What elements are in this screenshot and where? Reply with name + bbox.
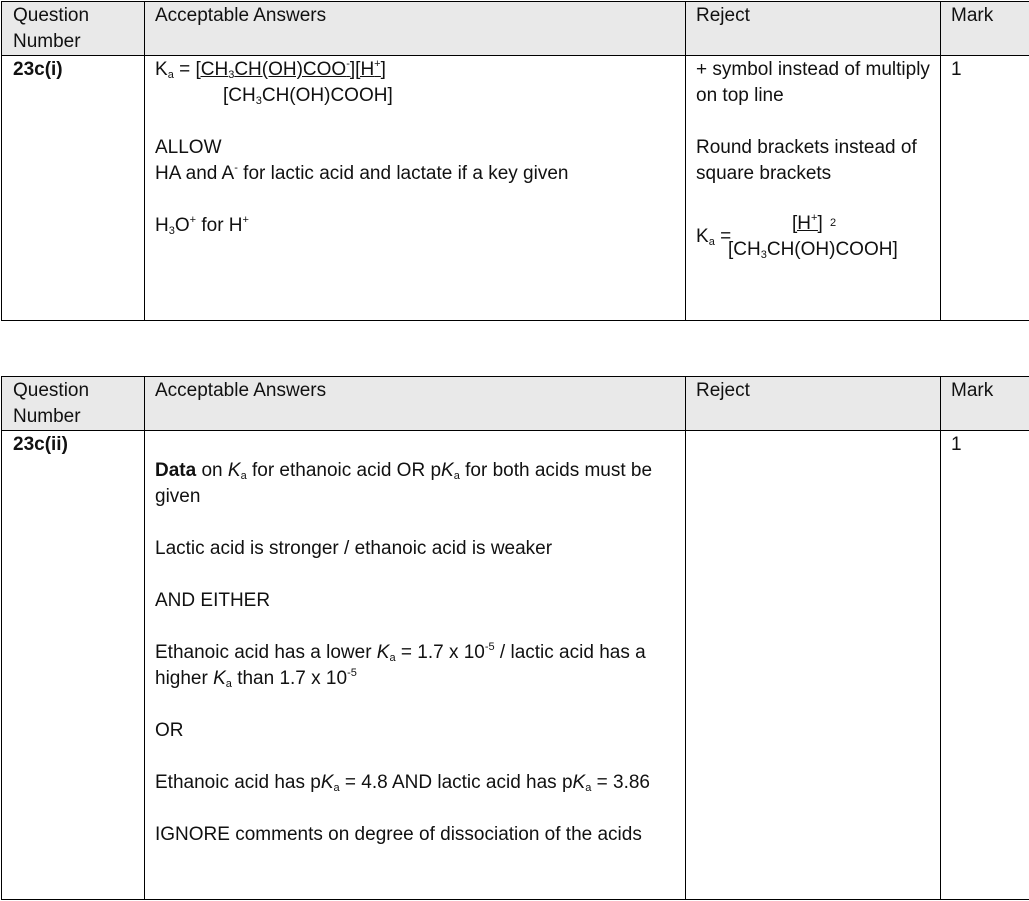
acceptable-answers-cell <box>145 56 686 321</box>
ka-expression-numerator: $K_a = [CH_3CH(OH)COO^-][H^+]$ <box>155 58 386 81</box>
question-number: 23c(ii) <box>2 431 145 900</box>
reject-round-brackets: Round brackets instead of square brackets <box>696 137 917 184</box>
answer-row-23ci <box>2 56 1029 321</box>
and-either-text: AND EITHER <box>155 590 271 611</box>
allow-h3o-text: $H_3O^+$ for H+ <box>155 214 249 237</box>
mark-cell: 1 <box>941 56 1029 321</box>
header-question-number: Question Number <box>2 377 145 431</box>
header-question-number: Question Number <box>2 2 145 56</box>
mark-cell: 1 <box>941 431 1029 900</box>
allow-label: ALLOW <box>155 137 222 158</box>
stronger-acid-text: Lactic acid is stronger / ethanoic acid is weaker <box>155 538 553 559</box>
pka-comparison-text: Ethanoic acid has $pK_a = 4.8$ AND lactic acid has $pK_a = 3.86$ <box>155 772 650 794</box>
data-requirement-text: Data on $K_a$ for ethanoic acid OR $pK_a$ for both acids must be given <box>155 460 653 507</box>
header-row <box>2 377 1029 431</box>
mark-scheme-table-23ci <box>1 1 1029 321</box>
header-reject: Reject <box>686 2 941 56</box>
mark-scheme-table-23cii <box>1 376 1029 900</box>
answer-row-23cii <box>2 431 1029 900</box>
reject-cell <box>686 56 941 321</box>
or-text: OR <box>155 720 184 741</box>
ka-expression-denominator: $[CH_3CH(OH)COOH]$ <box>223 85 393 107</box>
header-acceptable-answers: Acceptable Answers <box>145 2 686 56</box>
reject-cell <box>686 431 941 900</box>
header-row <box>2 2 1029 56</box>
ka-comparison-text: Ethanoic acid has a lower $K_a = 1.7$ x $10^{-5}$ / lactic acid has a higher $K_a$ than 1.7 x $10^{-5}$ <box>155 641 646 690</box>
header-reject: Reject <box>686 377 941 431</box>
ignore-text: IGNORE comments on degree of dissociation of the acids <box>155 824 642 845</box>
reject-ka-expression: $K_a$ = [H+] 2 $[CH_3CH(OH)COOH]$ <box>696 212 898 261</box>
allow-ha-text: HA and A- for lactic acid and lactate if a key given <box>155 162 569 184</box>
header-mark: Mark <box>941 377 1029 431</box>
acceptable-answers-cell <box>145 431 686 900</box>
header-mark: Mark <box>941 2 1029 56</box>
reject-plus-symbol: + symbol instead of multiply on top line <box>696 59 930 106</box>
header-acceptable-answers: Acceptable Answers <box>145 377 686 431</box>
question-number: 23c(i) <box>2 56 145 321</box>
